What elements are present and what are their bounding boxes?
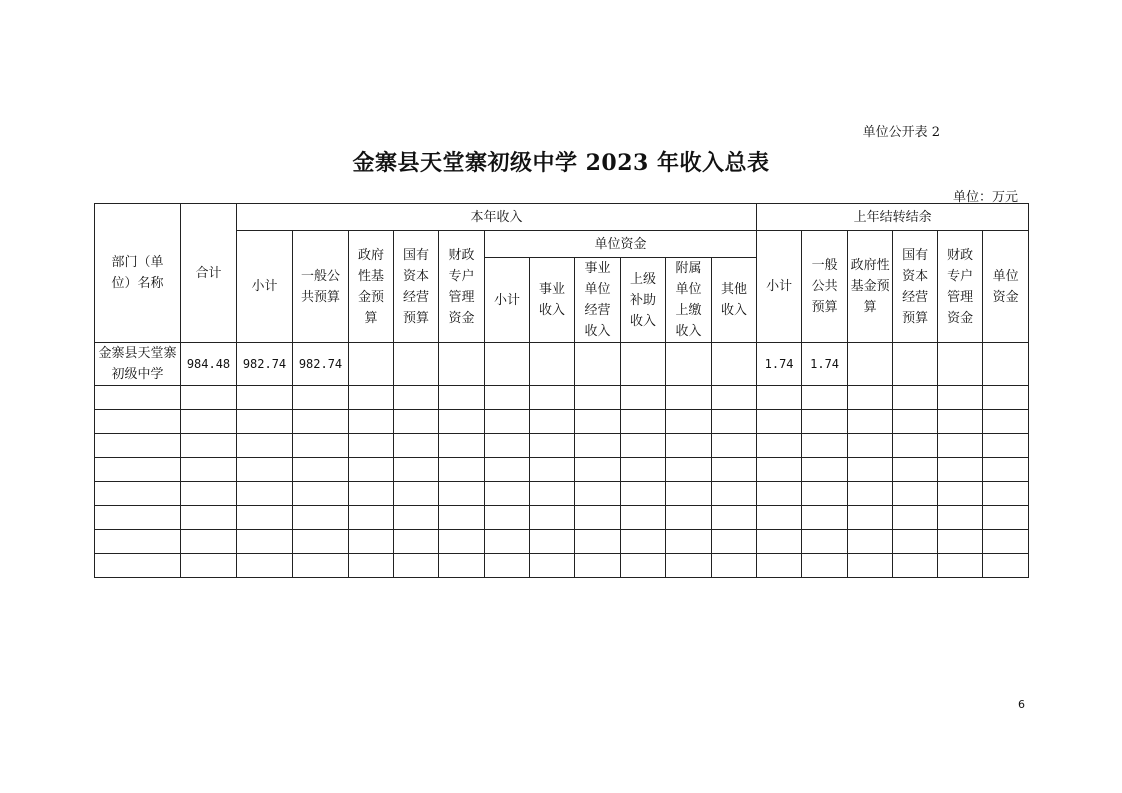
page-number: 6	[1018, 698, 1025, 711]
cell-empty	[181, 410, 237, 434]
cell-empty	[530, 482, 575, 506]
cell-empty	[712, 554, 757, 578]
cell-empty	[938, 410, 983, 434]
cell-empty	[666, 506, 712, 530]
cell-empty	[181, 506, 237, 530]
cell-empty	[666, 386, 712, 410]
cell-empty	[485, 554, 530, 578]
header-uf-other: 其他收入	[712, 258, 757, 343]
cell-empty	[485, 530, 530, 554]
cell-empty	[757, 554, 802, 578]
cell-empty	[621, 530, 666, 554]
cell-empty	[848, 410, 893, 434]
table-row-empty	[95, 458, 1029, 482]
cell-empty	[938, 482, 983, 506]
cell-empty	[802, 530, 848, 554]
cell-empty	[293, 554, 349, 578]
cell-empty	[95, 530, 181, 554]
cell-empty	[293, 386, 349, 410]
cell-empty	[712, 343, 757, 386]
cell-total: 984.48	[181, 343, 237, 386]
table-row-empty	[95, 554, 1029, 578]
cell-empty	[893, 482, 938, 506]
cell-empty	[666, 482, 712, 506]
cell-empty	[666, 554, 712, 578]
cell-empty	[394, 434, 439, 458]
cell-empty	[439, 530, 485, 554]
cell-empty	[848, 530, 893, 554]
cell-empty	[394, 482, 439, 506]
cell-empty	[439, 434, 485, 458]
page-title: 金寨县天堂寨初级中学 2023 年收入总表	[352, 150, 770, 176]
cell-empty	[848, 343, 893, 386]
cell-empty	[893, 530, 938, 554]
cell-empty	[757, 434, 802, 458]
table-row-empty	[95, 410, 1029, 434]
header-uf-operating: 事业单位经营收入	[575, 258, 621, 343]
cell-empty	[712, 530, 757, 554]
cell-empty	[712, 386, 757, 410]
cell-empty	[893, 506, 938, 530]
header-uf-affiliated: 附属单位上缴收入	[666, 258, 712, 343]
header-cy-gov-fund: 政府性基金预算	[349, 231, 394, 343]
cell-empty	[237, 434, 293, 458]
cell-empty	[938, 458, 983, 482]
cell-empty	[95, 458, 181, 482]
cell-empty	[621, 554, 666, 578]
cell-empty	[757, 530, 802, 554]
cell-empty	[848, 434, 893, 458]
header-cy-state-capital: 国有资本经营预算	[394, 231, 439, 343]
cell-empty	[485, 434, 530, 458]
cell-cy-subtotal: 982.74	[237, 343, 293, 386]
cell-co-general: 1.74	[802, 343, 848, 386]
cell-empty	[485, 410, 530, 434]
header-cy-subtotal: 小计	[237, 231, 293, 343]
cell-empty	[293, 434, 349, 458]
cell-empty	[439, 554, 485, 578]
cell-empty	[712, 458, 757, 482]
cell-empty	[237, 506, 293, 530]
cell-empty	[349, 434, 394, 458]
cell-empty	[293, 506, 349, 530]
cell-empty	[575, 530, 621, 554]
cell-empty	[349, 554, 394, 578]
cell-empty	[95, 554, 181, 578]
header-uf-subsidy: 上级补助收入	[621, 258, 666, 343]
cell-empty	[621, 343, 666, 386]
header-co-gov-fund: 政府性基金预算	[848, 231, 893, 343]
cell-empty	[575, 482, 621, 506]
cell-empty	[485, 343, 530, 386]
cell-empty	[621, 434, 666, 458]
cell-empty	[802, 434, 848, 458]
cell-empty	[530, 386, 575, 410]
cell-empty	[802, 410, 848, 434]
cell-empty	[938, 343, 983, 386]
cell-empty	[575, 343, 621, 386]
cell-empty	[712, 482, 757, 506]
cell-empty	[181, 554, 237, 578]
header-unit-funds: 单位资金	[485, 231, 757, 258]
cell-empty	[621, 506, 666, 530]
unit-label: 单位：万元	[952, 190, 1018, 205]
revenue-table	[94, 203, 1029, 578]
cell-empty	[530, 554, 575, 578]
cell-empty	[181, 386, 237, 410]
cell-empty	[938, 554, 983, 578]
cell-empty	[848, 458, 893, 482]
cell-empty	[349, 410, 394, 434]
cell-empty	[666, 530, 712, 554]
cell-empty	[893, 554, 938, 578]
header-uf-business: 事业收入	[530, 258, 575, 343]
form-number: 单位公开表 2	[862, 125, 940, 140]
cell-empty	[237, 482, 293, 506]
cell-empty	[485, 482, 530, 506]
cell-empty	[983, 386, 1029, 410]
cell-empty	[575, 434, 621, 458]
cell-empty	[530, 410, 575, 434]
table-row-empty	[95, 386, 1029, 410]
cell-empty	[181, 482, 237, 506]
table-row-empty	[95, 434, 1029, 458]
cell-empty	[530, 506, 575, 530]
cell-co-subtotal: 1.74	[757, 343, 802, 386]
cell-empty	[95, 506, 181, 530]
cell-empty	[893, 343, 938, 386]
cell-cy-general: 982.74	[293, 343, 349, 386]
cell-empty	[621, 458, 666, 482]
cell-empty	[485, 506, 530, 530]
cell-empty	[439, 506, 485, 530]
cell-empty	[983, 506, 1029, 530]
header-co-fiscal-special: 财政专户管理资金	[938, 231, 983, 343]
cell-empty	[712, 434, 757, 458]
cell-empty	[394, 343, 439, 386]
cell-empty	[237, 386, 293, 410]
cell-empty	[757, 482, 802, 506]
cell-empty	[530, 530, 575, 554]
cell-empty	[95, 386, 181, 410]
cell-empty	[237, 554, 293, 578]
cell-empty	[893, 434, 938, 458]
cell-empty	[237, 410, 293, 434]
cell-empty	[848, 554, 893, 578]
header-current-year: 本年收入	[237, 204, 757, 231]
cell-empty	[349, 530, 394, 554]
header-row-1	[95, 204, 1029, 231]
table-row-empty	[95, 482, 1029, 506]
cell-empty	[621, 410, 666, 434]
cell-empty	[349, 343, 394, 386]
header-co-unit-funds: 单位资金	[983, 231, 1029, 343]
header-carry-over: 上年结转结余	[757, 204, 1029, 231]
cell-empty	[983, 458, 1029, 482]
cell-empty	[666, 343, 712, 386]
cell-empty	[757, 506, 802, 530]
cell-empty	[485, 458, 530, 482]
header-co-general: 一般公共预算	[802, 231, 848, 343]
cell-empty	[893, 386, 938, 410]
cell-empty	[757, 458, 802, 482]
cell-empty	[802, 554, 848, 578]
cell-empty	[802, 482, 848, 506]
cell-empty	[802, 506, 848, 530]
cell-empty	[938, 530, 983, 554]
cell-empty	[983, 434, 1029, 458]
cell-empty	[802, 458, 848, 482]
cell-empty	[439, 458, 485, 482]
cell-empty	[666, 458, 712, 482]
cell-empty	[293, 482, 349, 506]
cell-empty	[893, 410, 938, 434]
cell-empty	[349, 386, 394, 410]
cell-empty	[181, 458, 237, 482]
header-co-subtotal: 小计	[757, 231, 802, 343]
table-row-empty	[95, 530, 1029, 554]
cell-empty	[485, 386, 530, 410]
cell-empty	[439, 343, 485, 386]
cell-empty	[95, 410, 181, 434]
cell-empty	[712, 410, 757, 434]
cell-empty	[938, 506, 983, 530]
header-total: 合计	[181, 204, 237, 343]
cell-empty	[938, 386, 983, 410]
cell-empty	[394, 530, 439, 554]
cell-empty	[757, 410, 802, 434]
cell-empty	[293, 530, 349, 554]
cell-empty	[439, 410, 485, 434]
cell-empty	[983, 410, 1029, 434]
cell-empty	[621, 386, 666, 410]
header-cy-general: 一般公共预算	[293, 231, 349, 343]
cell-empty	[95, 482, 181, 506]
cell-empty	[349, 482, 394, 506]
cell-empty	[621, 482, 666, 506]
cell-empty	[575, 554, 621, 578]
cell-empty	[237, 530, 293, 554]
cell-empty	[530, 343, 575, 386]
cell-empty	[757, 386, 802, 410]
cell-empty	[938, 434, 983, 458]
header-cy-fiscal-special: 财政专户管理资金	[439, 231, 485, 343]
cell-empty	[181, 434, 237, 458]
cell-empty	[893, 458, 938, 482]
cell-empty	[712, 506, 757, 530]
cell-empty	[983, 343, 1029, 386]
cell-empty	[181, 530, 237, 554]
cell-empty	[983, 554, 1029, 578]
cell-empty	[349, 458, 394, 482]
cell-empty	[237, 458, 293, 482]
header-uf-subtotal: 小计	[485, 258, 530, 343]
cell-empty	[983, 530, 1029, 554]
cell-empty	[530, 434, 575, 458]
header-co-state-capital: 国有资本经营预算	[893, 231, 938, 343]
cell-empty	[394, 386, 439, 410]
cell-empty	[394, 506, 439, 530]
cell-dept-name: 金寨县天堂寨初级中学	[95, 343, 181, 386]
cell-empty	[394, 554, 439, 578]
table-row-empty	[95, 506, 1029, 530]
cell-empty	[666, 410, 712, 434]
cell-empty	[983, 482, 1029, 506]
cell-empty	[394, 458, 439, 482]
cell-empty	[293, 410, 349, 434]
cell-empty	[575, 386, 621, 410]
cell-empty	[95, 434, 181, 458]
cell-empty	[575, 506, 621, 530]
cell-empty	[848, 482, 893, 506]
cell-empty	[439, 386, 485, 410]
cell-empty	[575, 410, 621, 434]
cell-empty	[293, 458, 349, 482]
cell-empty	[439, 482, 485, 506]
cell-empty	[349, 506, 394, 530]
cell-empty	[394, 410, 439, 434]
header-dept: 部门（单位）名称	[95, 204, 181, 343]
cell-empty	[848, 506, 893, 530]
cell-empty	[666, 434, 712, 458]
cell-empty	[575, 458, 621, 482]
cell-empty	[530, 458, 575, 482]
table-row	[95, 343, 1029, 386]
cell-empty	[848, 386, 893, 410]
cell-empty	[802, 386, 848, 410]
